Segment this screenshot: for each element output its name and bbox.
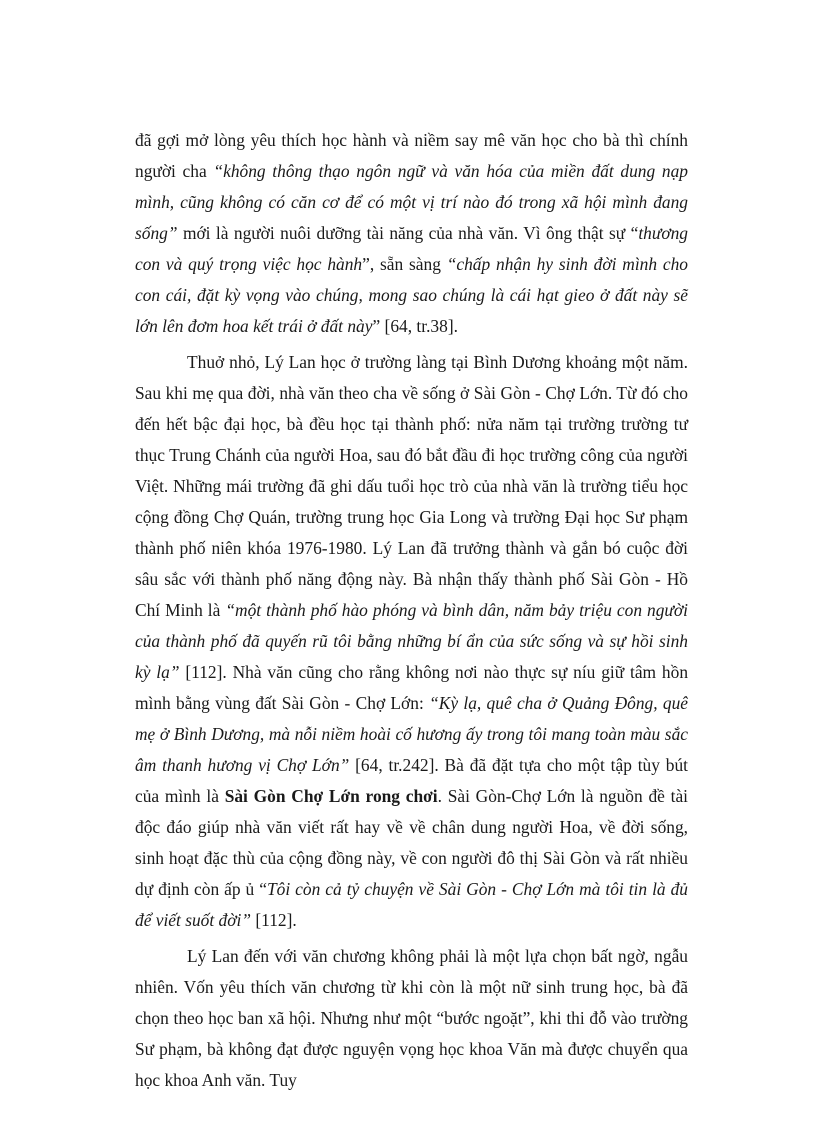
paragraph-1 <box>135 125 688 342</box>
text-run: Lý Lan đến với văn chương không phải là một lựa chọn bất ngờ, ngẫu nhiên. Vốn yêu thích văn chương từ khi còn là một nữ sinh trung học, bà đã chọn theo học ban xã hội. Nhưng như một “bước ngoặt”, khi thi đỗ vào trường Sư phạm, bà không đạt được nguyện vọng học khoa Văn mà được chuyển qua học khoa Anh văn. Tuy <box>135 946 688 1090</box>
quote: “chấp nhận hy sinh đời mình cho con cái, đặt kỳ vọng vào chúng, mong sao chúng là cái hạt gieo ở đất này sẽ lớn lên đơm hoa kết trái ở đất này <box>135 254 688 336</box>
text-run: ”, sẵn sàng <box>362 254 447 274</box>
text-run: [64, tr.242]. Bà đã đặt tựa cho một tập tùy bút của mình là <box>135 755 688 806</box>
document-page <box>135 125 688 1096</box>
book-title: Sài Gòn Chợ Lớn rong chơi <box>224 786 438 806</box>
paragraph-3 <box>135 941 688 1096</box>
quote: thương con và quý trọng việc học hành <box>135 223 688 274</box>
quote: “một thành phố hào phóng và bình dân, năm bảy triệu con người của thành phố đã quyến rũ tôi bằng những bí ẩn của sức sống và sự hồi sinh kỳ lạ” <box>135 600 689 682</box>
text-run: [112]. Nhà văn cũng cho rằng không nơi nào thực sự níu giữ tâm hồn mình bằng vùng đất Sài Gòn - Chợ Lớn: <box>135 662 689 713</box>
text-run: mới là người nuôi dưỡng tài năng của nhà văn. Vì ông thật sự “ <box>177 223 639 243</box>
text-run: Thuở nhỏ, Lý Lan học ở trường làng tại Bình Dương khoảng một năm. Sau khi mẹ qua đời, nhà văn theo cha về sống ở Sài Gòn - Chợ Lớn. Từ đó cho đến hết bậc đại học, bà đều học tại thành phố: nửa năm tại trường trường tư thục Trung Chánh của người Hoa, sau đó bắt đầu đi học trường công của người Việt. Những mái trường đã ghi dấu tuổi học trò của nhà văn là trường tiểu học cộng đồng Chợ Quán, trường trung học Gia Long và trường Đại học Sư phạm thành phố niên khóa 1976-1980. Lý Lan đã trưởng thành và gắn bó cuộc đời sâu sắc với thành phố năng động này. Bà nhận thấy thành phố Sài Gòn - Hồ Chí Minh là <box>135 352 688 620</box>
quote: “Kỳ lạ, quê cha ở Quảng Đông, quê mẹ ở Bình Dương, mà nỗi niềm hoài cố hương ấy trong tôi mang toàn màu sắc âm thanh hương vị Chợ Lớn” <box>135 693 688 775</box>
quote: “không thông thạo ngôn ngữ và văn hóa của miền đất dung nạp mình, cũng không có căn cơ để có một vị trí nào đó trong xã hội mình đang sống” <box>135 161 688 243</box>
quote: Tôi còn cả tỷ chuyện về Sài Gòn - Chợ Lớn mà tôi tin là đủ để viết suốt đời” <box>135 879 689 930</box>
citation: ” [64, tr.38]. <box>372 316 458 336</box>
text-run: đã gợi mở lòng yêu thích học hành và niềm say mê văn học cho bà thì chính người cha <box>135 130 688 181</box>
paragraph-2 <box>135 347 688 936</box>
citation: [112]. <box>251 910 297 930</box>
text-run: . Sài Gòn-Chợ Lớn là nguồn đề tài độc đáo giúp nhà văn viết rất hay về về chân dung người Hoa, về đời sống, sinh hoạt đặc thù của cộng đồng này, về con người đô thị Sài Gòn và rất nhiều dự định còn ấp ủ “ <box>135 786 688 899</box>
